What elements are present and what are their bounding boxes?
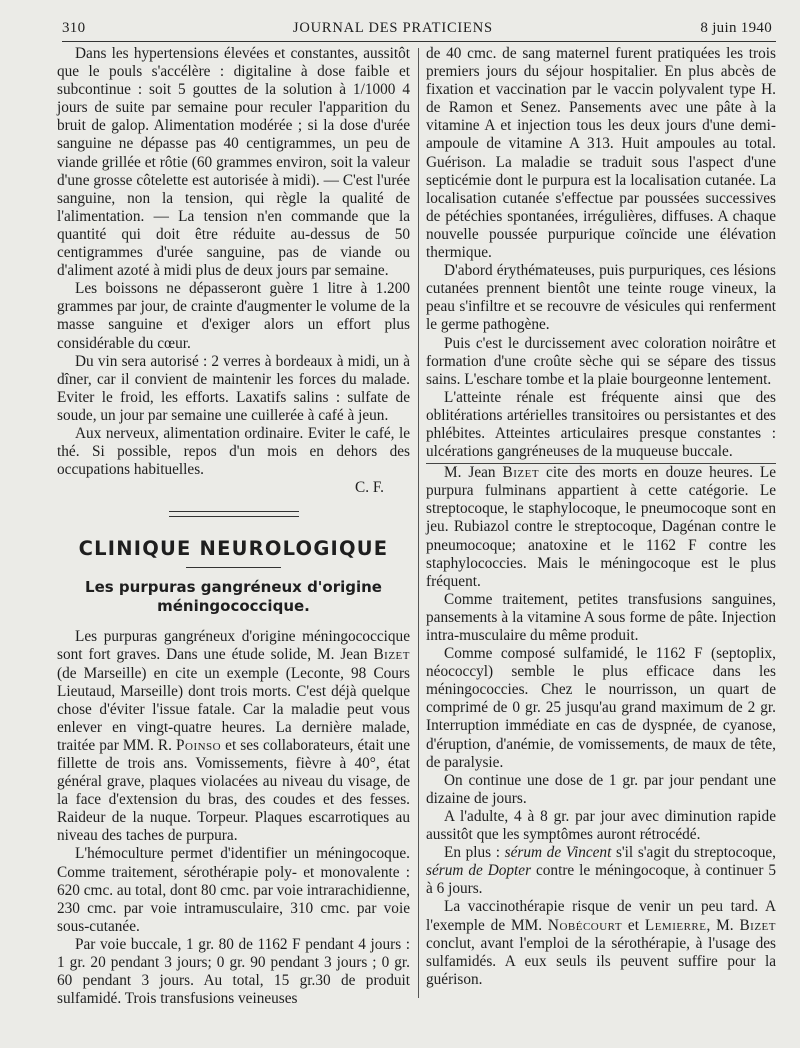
paragraph-boissons: Les boissons ne dépasseront guère 1 litre à 1.200 grammes par jour, de crainte d'augmenter le volume de la masse sanguine et d'exiger alors un effort plus considérable du cœur. [57, 280, 410, 352]
author-name: Poinso [176, 736, 222, 754]
author-name: Bizet [739, 916, 776, 934]
paragraph-morts: M. Jean Bizet cite des morts en douze heures. Le purpura fulminans appartient à cette catégorie. Le streptocoque, le staphylocoque, le pneumocoque sont en jeu. Rubiazol contre le streptocoque, Dagénan contre le pneumocoque; anatoxine et le 1162 F contre les staphylococcies. Mais le méningocoque est le plus fréquent. [426, 464, 776, 590]
paragraph-dose: On continue une dose de 1 gr. par jour pendant une dizaine de jours. [426, 771, 776, 807]
paragraph-sulfamide: Comme composé sulfamidé, le 1162 F (septoplix, néococcyl) semble le plus efficace dans les méningococcies. Chez le nourrisson, un quart de comprimé de 0 gr. 25 jusqu'au grand maximum de 2 gr. Interruption immédiate en cas de dyspnée, de cyanose, d'éruption, d'anémie, de vomissements, de maux de tête, de paralysie. [426, 645, 776, 771]
section-title-rule [186, 567, 281, 568]
page-number: 310 [62, 19, 86, 36]
journal-title: JOURNAL DES PRATICIENS [292, 19, 493, 36]
section-divider [169, 511, 299, 517]
paragraph-continuation: de 40 cmc. de sang maternel furent pratiquées les trois premiers jours du séjour hospitalier. En plus abcès de fixation et vaccination par le vaccin polyvalent type H. de Ramon et Senez. Pansements avec une pâte à la vitamine A et injection tous les deux jours d'une demi-ampoule de vitamine A 313. Huit ampoules au total. Guérison. La maladie se traduit sous l'aspect d'une septicémie dont le purpura est la localisation cutanée. La localisation cutanée s'effectue par poussées successives de pétéchies spontanées, irrégulières, diffuses. A chaque nouvelle poussée purpurique coïncide une élévation thermique. [426, 45, 776, 262]
paragraph-nerveux: Aux nerveux, alimentation ordinaire. Eviter le café, le thé. Si possible, repos d'un mois en dehors des occupations habituelles. [57, 424, 410, 479]
article-paragraph-hemoculture: L'hémoculture permet d'identifier un méningocoque. Comme traitement, sérothérapie poly- et monovalente : 620 cmc. au total, dont 80 cmc. par voie intrarachidienne, 230 cmc. par voie intramusculaire, 310 cmc. par voie sous-cutanée. [57, 845, 410, 935]
author-name: Nobécourt [547, 916, 623, 934]
paragraph-durcissement: Puis c'est le durcissement avec coloration noirâtre et formation d'une croûte sèche qui se sépare des tissus sains. L'eschare tombe et la plaie bourgeonne lentement. [426, 334, 776, 388]
article-paragraph-intro: Les purpuras gangréneux d'origine méningococcique sont fort graves. Dans une étude solide, M. Jean Bizet (de Marseille) en cite un exemple (Leconte, 98 Cours Lieutaud, Marseille) dont trois morts. C'est déjà quelque chose d'éviter l'issue fatale. Car la maladie peut vous enlever en vingt-quatre heures. La dernière malade, traitée par MM. R. Poinso et ses collaborateurs, était une fillette de trois ans. Vomissements, fièvre à 40°, état général grave, plaques violacées au niveau du visage, de la face d'extension du bras, des coudes et des fesses. Raideur de la nuque. Torpeur. Plaques escarrotiques au niveau des taches de purpura. [57, 628, 410, 845]
issue-date: 8 juin 1940 [700, 19, 772, 36]
right-column [426, 45, 776, 989]
paragraph-atteinte-renale: L'atteinte rénale est fréquente ainsi que des oblitérations artérielles transitoires ou persistantes et des phlébites. Atteintes articulaires presque constantes : ulcérations gangréneuses de la muqueuse buccale. [426, 388, 776, 461]
article-title: Les purpuras gangréneux d'origine méningococcique. [85, 578, 382, 616]
author-name: Bizet [502, 464, 540, 482]
header-rule [62, 41, 776, 42]
article-paragraph-voie-buccale: Par voie buccale, 1 gr. 80 de 1162 F pendant 4 jours : 1 gr. 20 pendant 3 jours; 0 gr. 90 pendant 3 jours ; 0 gr. 60 pendant 3 jours. Au total, 15 gr.30 de produit sulfamidé. Trois transfusions veineuses [57, 935, 410, 1008]
paragraph-vaccinotherapie: La vaccinothérapie risque de venir un peu tard. A l'exemple de MM. Nobécourt et Lemierre, M. Bizet conclut, avant l'emploi de la sérothérapie, à l'usage des sulfamidés. A eux seuls ils peuvent suffire pour la guérison. [426, 898, 776, 988]
author-name: Lemierre [644, 916, 707, 934]
paragraph-vin: Du vin sera autorisé : 2 verres à bordeaux à midi, un à dîner, car il convient de maintenir les forces du malade. Eviter le froid, les efforts. Laxatifs salins : sulfate de soude, un jour par semaine une cuillerée à café à jeun. [57, 352, 410, 424]
running-header [62, 14, 772, 42]
author-signature: C. F. [355, 479, 384, 497]
paragraph-adulte: A l'adulte, 4 à 8 gr. par jour avec diminution rapide aussitôt que les symptômes auront rétrocédé. [426, 807, 776, 844]
left-column [57, 45, 410, 1008]
paragraph-hypertension: Dans les hypertensions élevées et constantes, aussitôt que le pouls s'accélère : digitaline à dose faible et subcontinue : soit 5 gouttes de la solution à 1/1000 4 jours de suite par semaine pour reculer l'apparition du bruit de galop. Alimentation modérée ; si la dose d'urée sanguine ne dépasse pas 40 centigrammes, un peu de viande grillée et rôtie (60 grammes environ, soit la valeur d'une grosse côtelette est autorisée à midi). — C'est l'urée sanguine, non la tension, qui règle la qualité de l'alimentation. — La tension n'en commande que la quantité qui doit être réduite au-dessus de 50 centigrammes d'urée sanguine, pas de viande ou d'aliment azoté à midi plus de deux jours par semaine. [57, 45, 410, 280]
paragraph-serum: En plus : sérum de Vincent s'il s'agit du streptocoque, sérum de Dopter contre le méningocoque, à continuer 5 à 6 jours. [426, 844, 777, 898]
paragraph-traitement: Comme traitement, petites transfusions sanguines, pansements à la vitamine A sous forme de pâte. Injection intra-musculaire du même produit. [426, 590, 776, 644]
paragraph-lesions: D'abord érythémateuses, puis purpuriques, ces lésions cutanées prennent bientôt une teinte rouge vineux, la peau s'infiltre et se recouvre de vésicules qui renferment le germe pathogène. [426, 262, 776, 334]
section-title: CLINIQUE NEUROLOGIQUE [57, 537, 410, 568]
column-separator [418, 48, 419, 998]
author-name: Bizet [373, 646, 410, 664]
